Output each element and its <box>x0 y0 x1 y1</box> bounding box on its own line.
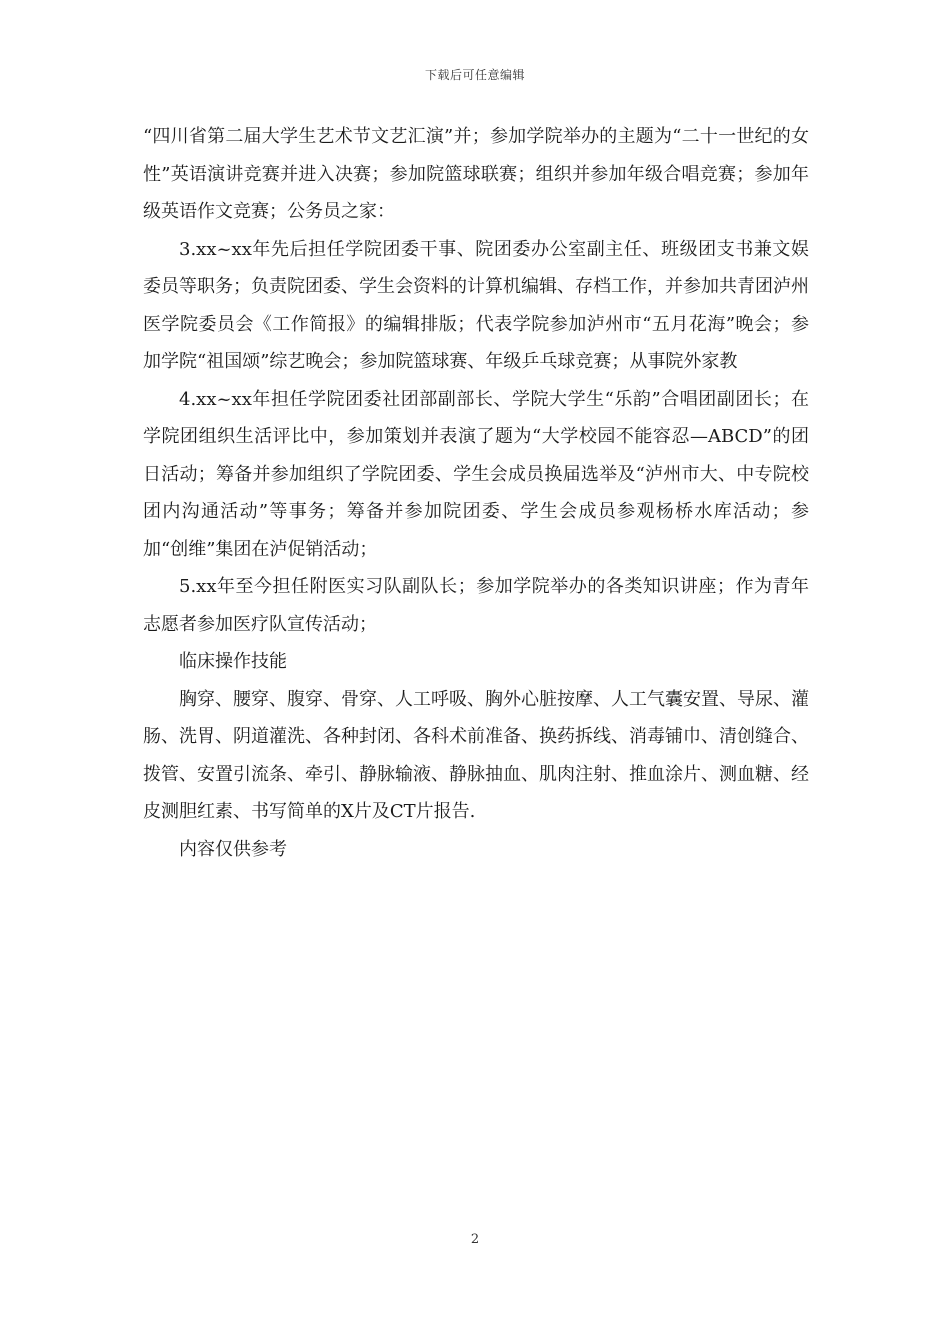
section-heading-clinical-skills: 临床操作技能 <box>179 651 287 672</box>
paragraph-clinical-skills: 胸穿、腰穿、腹穿、骨穿、人工呼吸、胸外心脏按摩、人工气囊安置、导尿、灌肠、洗胃、阴道灌洗、各种封闭、各科术前准备、换药拆线、消毒铺巾、清创缝合、拨管、安置引流条、牵引、静脉输液、静脉抽血、肌肉注射、推血涂片、测血糖、经皮测胆红素、书写简单的X片及CT片报告. <box>143 688 809 822</box>
paragraph-disclaimer: 内容仅供参考 <box>179 838 287 860</box>
paragraph-item-3: 3.xx~xx年先后担任学院团委干事、院团委办公室副主任、班级团支书兼文娱委员等职务；负责院团委、学生会资料的计算机编辑、存档工作，并参加共青团泸州医学院委员会《工作简报》的编辑排版；代表学院参加泸州市“五月花海”晚会；参加学院“祖国颂”综艺晚会；参加院篮球赛、年级乒乓球竞赛；从事院外家教 <box>143 238 809 372</box>
paragraph-item-5: 5.xx年至今担任附医实习队副队长；参加学院举办的各类知识讲座；作为青年志愿者参加医疗队宣传活动； <box>143 576 809 635</box>
page-number: 2 <box>470 1232 480 1247</box>
page-header: 下载后可任意编辑 <box>424 68 525 82</box>
paragraph-continuation: “四川省第二届大学生艺术节文艺汇演”并；参加学院举办的主题为“二十一世纪的女性”英语演讲竞赛并进入决赛；参加院篮球联赛；组织并参加年级合唱竞赛；参加年级英语作文竞赛；公务员之家： <box>143 126 809 222</box>
paragraph-item-4: 4.xx~xx年担任学院团委社团部副部长、学院大学生“乐韵”合唱团副团长；在学院团组织生活评比中，参加策划并表演了题为“大学校园不能容忍—ABCD”的团日活动；筹备并参加组织了学院团委、学生会成员换届选举及“泸州市大、中专院校团内沟通活动”等事务；筹备并参加院团委、学生会成员参观杨桥水库活动；参加“创维”集团在泸促销活动； <box>143 388 809 560</box>
document-body <box>143 118 809 868</box>
